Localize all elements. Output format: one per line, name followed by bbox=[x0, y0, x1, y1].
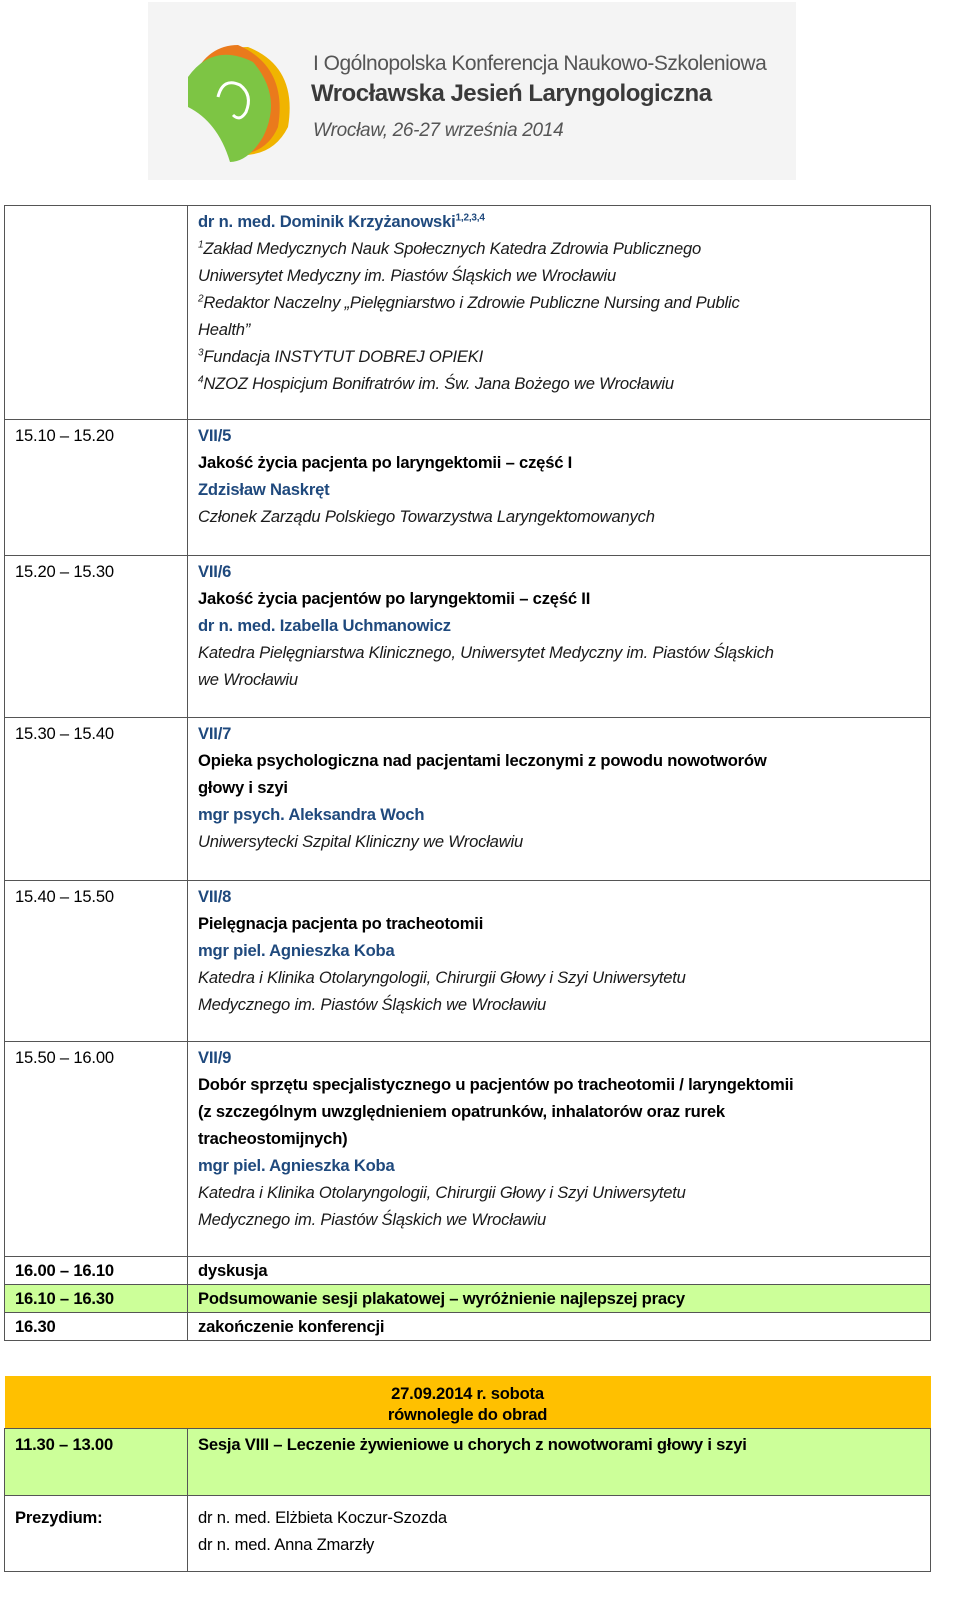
affiliation-number: 2 bbox=[198, 293, 204, 305]
talk-line bbox=[198, 883, 920, 910]
talk-line bbox=[198, 964, 920, 991]
talk-line bbox=[198, 937, 920, 964]
schedule-row bbox=[5, 420, 931, 556]
talk-line bbox=[198, 801, 920, 828]
talk-cell bbox=[188, 881, 931, 1042]
time-cell: 15.30 – 15.40 bbox=[5, 718, 188, 881]
schedule-row bbox=[5, 881, 931, 1042]
talk-line bbox=[198, 208, 920, 235]
talk-line bbox=[198, 1179, 920, 1206]
line-text: Health” bbox=[198, 320, 251, 339]
line-text: Jakość życia pacjentów po laryngektomii – część II bbox=[198, 589, 591, 608]
banner-subtitle: I Ogólnopolska Konferencja Naukowo-Szkoleniowa bbox=[313, 52, 767, 75]
talk-line bbox=[198, 747, 920, 774]
schedule-row bbox=[5, 1257, 931, 1285]
talk-line bbox=[198, 1152, 920, 1179]
line-text: Redaktor Naczelny „Pielęgniarstwo i Zdrowie Publiczne Nursing and Public bbox=[203, 293, 740, 312]
talk-line bbox=[198, 316, 920, 343]
event-cell: zakończenie konferencji bbox=[188, 1313, 931, 1341]
talk-line bbox=[198, 343, 920, 370]
line-text: VII/6 bbox=[198, 562, 232, 581]
time-cell: 16.10 – 16.30 bbox=[5, 1285, 188, 1313]
talk-line bbox=[198, 1044, 920, 1071]
line-text: Pielęgnacja pacjenta po tracheotomii bbox=[198, 914, 484, 933]
line-text: VII/5 bbox=[198, 426, 232, 445]
day2-date: 27.09.2014 r. sobota bbox=[391, 1384, 544, 1403]
conference-logo-icon bbox=[178, 27, 308, 162]
talk-line bbox=[198, 370, 920, 397]
line-text: mgr piel. Agnieszka Koba bbox=[198, 1156, 395, 1175]
presidium-label: Prezydium: bbox=[5, 1496, 188, 1572]
time-cell bbox=[5, 206, 188, 420]
session-row bbox=[5, 1429, 931, 1496]
talk-line bbox=[198, 639, 920, 666]
day2-header bbox=[5, 1376, 931, 1429]
talk-line bbox=[198, 910, 920, 937]
schedule-row bbox=[5, 556, 931, 718]
time-cell: 15.40 – 15.50 bbox=[5, 881, 188, 1042]
talk-line bbox=[198, 558, 920, 585]
talk-line bbox=[198, 774, 920, 801]
banner-date: Wrocław, 26-27 września 2014 bbox=[313, 120, 564, 141]
affiliation-number: 1 bbox=[198, 239, 204, 251]
line-text: mgr piel. Agnieszka Koba bbox=[198, 941, 395, 960]
talk-line bbox=[198, 1206, 920, 1233]
conference-banner bbox=[148, 2, 796, 180]
line-text: VII/9 bbox=[198, 1048, 232, 1067]
session-time: 11.30 – 13.00 bbox=[5, 1429, 188, 1496]
talk-cell bbox=[188, 1042, 931, 1257]
presidium-member: dr n. med. Anna Zmarzły bbox=[198, 1535, 375, 1554]
line-text: VII/8 bbox=[198, 887, 232, 906]
line-text: dr n. med. Izabella Uchmanowicz bbox=[198, 616, 451, 635]
line-text: Członek Zarządu Polskiego Towarzystwa Laryngektomowanych bbox=[198, 507, 655, 526]
talk-line bbox=[198, 612, 920, 639]
talk-line bbox=[198, 503, 920, 530]
line-text: tracheostomijnych) bbox=[198, 1129, 348, 1148]
line-text: VII/7 bbox=[198, 724, 232, 743]
line-text: Medycznego im. Piastów Śląskich we Wrocławiu bbox=[198, 995, 547, 1014]
time-cell: 16.00 – 16.10 bbox=[5, 1257, 188, 1285]
schedule-row bbox=[5, 1313, 931, 1341]
affiliation-number: 4 bbox=[198, 374, 204, 386]
line-text: Medycznego im. Piastów Śląskich we Wrocławiu bbox=[198, 1210, 547, 1229]
presidium-row bbox=[5, 1496, 931, 1572]
talk-line bbox=[198, 666, 920, 693]
line-text: Fundacja INSTYTUT DOBREJ OPIEKI bbox=[203, 347, 484, 366]
schedule-row bbox=[5, 206, 931, 420]
schedule-table bbox=[4, 205, 931, 1341]
line-text: Katedra Pielęgniarstwa Klinicznego, Uniwersytet Medyczny im. Piastów Śląskich bbox=[198, 643, 774, 662]
talk-line bbox=[198, 991, 920, 1018]
talk-line bbox=[198, 262, 920, 289]
talk-line bbox=[198, 422, 920, 449]
talk-line bbox=[198, 235, 920, 262]
talk-line bbox=[198, 1071, 920, 1098]
time-cell: 15.50 – 16.00 bbox=[5, 1042, 188, 1257]
talk-line bbox=[198, 828, 920, 855]
line-text: (z szczególnym uwzględnieniem opatrunków, inhalatorów oraz rurek bbox=[198, 1102, 725, 1121]
day2-table bbox=[4, 1376, 931, 1572]
affiliation-numbers: 1,2,3,4 bbox=[455, 212, 485, 224]
line-text: Katedra i Klinika Otolaryngologii, Chirurgii Głowy i Szyi Uniwersytetu bbox=[198, 1183, 686, 1202]
talk-line bbox=[198, 1098, 920, 1125]
talk-line bbox=[198, 289, 920, 316]
time-cell: 15.10 – 15.20 bbox=[5, 420, 188, 556]
line-text: Opieka psychologiczna nad pacjentami leczonymi z powodu nowotworów bbox=[198, 751, 767, 770]
talk-cell bbox=[188, 420, 931, 556]
talk-line bbox=[198, 1125, 920, 1152]
presidium-member: dr n. med. Elżbieta Koczur-Szozda bbox=[198, 1508, 447, 1527]
line-text: Katedra i Klinika Otolaryngologii, Chirurgii Głowy i Szyi Uniwersytetu bbox=[198, 968, 686, 987]
banner-title: Wrocławska Jesień Laryngologiczna bbox=[311, 80, 712, 107]
schedule-row bbox=[5, 718, 931, 881]
line-text: Dobór sprzętu specjalistycznego u pacjentów po tracheotomii / laryngektomii bbox=[198, 1075, 794, 1094]
talk-cell bbox=[188, 556, 931, 718]
time-cell: 16.30 bbox=[5, 1313, 188, 1341]
talk-cell bbox=[188, 718, 931, 881]
schedule-row bbox=[5, 1042, 931, 1257]
talk-line bbox=[198, 585, 920, 612]
affiliation-number: 3 bbox=[198, 347, 204, 359]
talk-line bbox=[198, 720, 920, 747]
day2-note: równolegle do obrad bbox=[387, 1405, 548, 1424]
line-text: NZOZ Hospicjum Bonifratrów im. Św. Jana Bożego we Wrocławiu bbox=[203, 374, 674, 393]
line-text: Uniwersytet Medyczny im. Piastów Śląskich we Wrocławiu bbox=[198, 266, 616, 285]
line-text: głowy i szyi bbox=[198, 778, 288, 797]
line-text: Zakład Medycznych Nauk Społecznych Katedra Zdrowia Publicznego bbox=[203, 239, 702, 258]
talk-cell bbox=[188, 206, 931, 420]
line-text: dr n. med. Dominik Krzyżanowski bbox=[198, 212, 456, 231]
talk-line bbox=[198, 449, 920, 476]
talk-line bbox=[198, 476, 920, 503]
time-cell: 15.20 – 15.30 bbox=[5, 556, 188, 718]
line-text: we Wrocławiu bbox=[198, 670, 298, 689]
line-text: Zdzisław Naskręt bbox=[198, 480, 330, 499]
session-title: Sesja VIII – Leczenie żywieniowe u chorych z nowotworami głowy i szyi bbox=[188, 1429, 931, 1496]
event-cell: Podsumowanie sesji plakatowej – wyróżnienie najlepszej pracy bbox=[188, 1285, 931, 1313]
line-text: Uniwersytecki Szpital Kliniczny we Wrocławiu bbox=[198, 832, 524, 851]
line-text: Jakość życia pacjenta po laryngektomii – część I bbox=[198, 453, 573, 472]
schedule-row bbox=[5, 1285, 931, 1313]
line-text: mgr psych. Aleksandra Woch bbox=[198, 805, 425, 824]
event-cell: dyskusja bbox=[188, 1257, 931, 1285]
